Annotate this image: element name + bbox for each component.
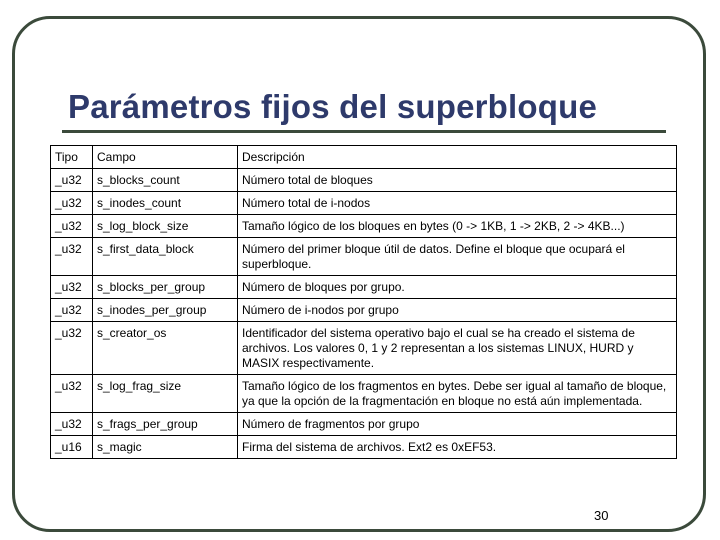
type-cell: _u32 <box>51 192 93 215</box>
description-cell: Firma del sistema de archivos. Ext2 es 0xEF53. <box>238 436 677 459</box>
table-row <box>51 375 677 413</box>
description-cell: Número de fragmentos por grupo <box>238 413 677 436</box>
field-cell: s_frags_per_group <box>93 413 238 436</box>
table-row <box>51 413 677 436</box>
table-row <box>51 322 677 375</box>
field-cell: s_magic <box>93 436 238 459</box>
description-cell: Número total de i-nodos <box>238 192 677 215</box>
field-cell: s_blocks_count <box>93 169 238 192</box>
table-header-row <box>51 146 677 169</box>
table-row <box>51 276 677 299</box>
description-cell: Número total de bloques <box>238 169 677 192</box>
table-row <box>51 299 677 322</box>
header-field: Campo <box>93 146 238 169</box>
type-cell: _u32 <box>51 299 93 322</box>
superblock-fields-table <box>50 145 677 459</box>
title-underline <box>62 130 666 133</box>
field-cell: s_first_data_block <box>93 238 238 276</box>
field-cell: s_blocks_per_group <box>93 276 238 299</box>
field-cell: s_log_frag_size <box>93 375 238 413</box>
description-cell: Número de i-nodos por grupo <box>238 299 677 322</box>
type-cell: _u32 <box>51 169 93 192</box>
type-cell: _u32 <box>51 238 93 276</box>
slide-title: Parámetros fijos del superbloque <box>68 88 598 125</box>
header-description: Descripción <box>238 146 677 169</box>
table-row <box>51 169 677 192</box>
field-cell: s_creator_os <box>93 322 238 375</box>
field-cell: s_inodes_per_group <box>93 299 238 322</box>
type-cell: _u32 <box>51 322 93 375</box>
table-row <box>51 192 677 215</box>
type-cell: _u32 <box>51 276 93 299</box>
type-cell: _u32 <box>51 413 93 436</box>
field-cell: s_inodes_count <box>93 192 238 215</box>
description-cell: Número de bloques por grupo. <box>238 276 677 299</box>
description-cell: Tamaño lógico de los bloques en bytes (0 -> 1KB, 1 -> 2KB, 2 -> 4KB...) <box>238 215 677 238</box>
header-type: Tipo <box>51 146 93 169</box>
field-cell: s_log_block_size <box>93 215 238 238</box>
table-row <box>51 238 677 276</box>
table-row <box>51 215 677 238</box>
table-row <box>51 436 677 459</box>
type-cell: _u16 <box>51 436 93 459</box>
description-cell: Identificador del sistema operativo bajo el cual se ha creado el sistema de archivos. Los valores 0, 1 y 2 representan a los sistemas LINUX, HURD y MASIX respectivamente. <box>238 322 677 375</box>
description-cell: Tamaño lógico de los fragmentos en bytes. Debe ser igual al tamaño de bloque, ya que la opción de la fragmentación en bloque no está aún implementada. <box>238 375 677 413</box>
type-cell: _u32 <box>51 215 93 238</box>
type-cell: _u32 <box>51 375 93 413</box>
page-number: 30 <box>594 508 609 523</box>
description-cell: Número del primer bloque útil de datos. Define el bloque que ocupará el superbloque. <box>238 238 677 276</box>
